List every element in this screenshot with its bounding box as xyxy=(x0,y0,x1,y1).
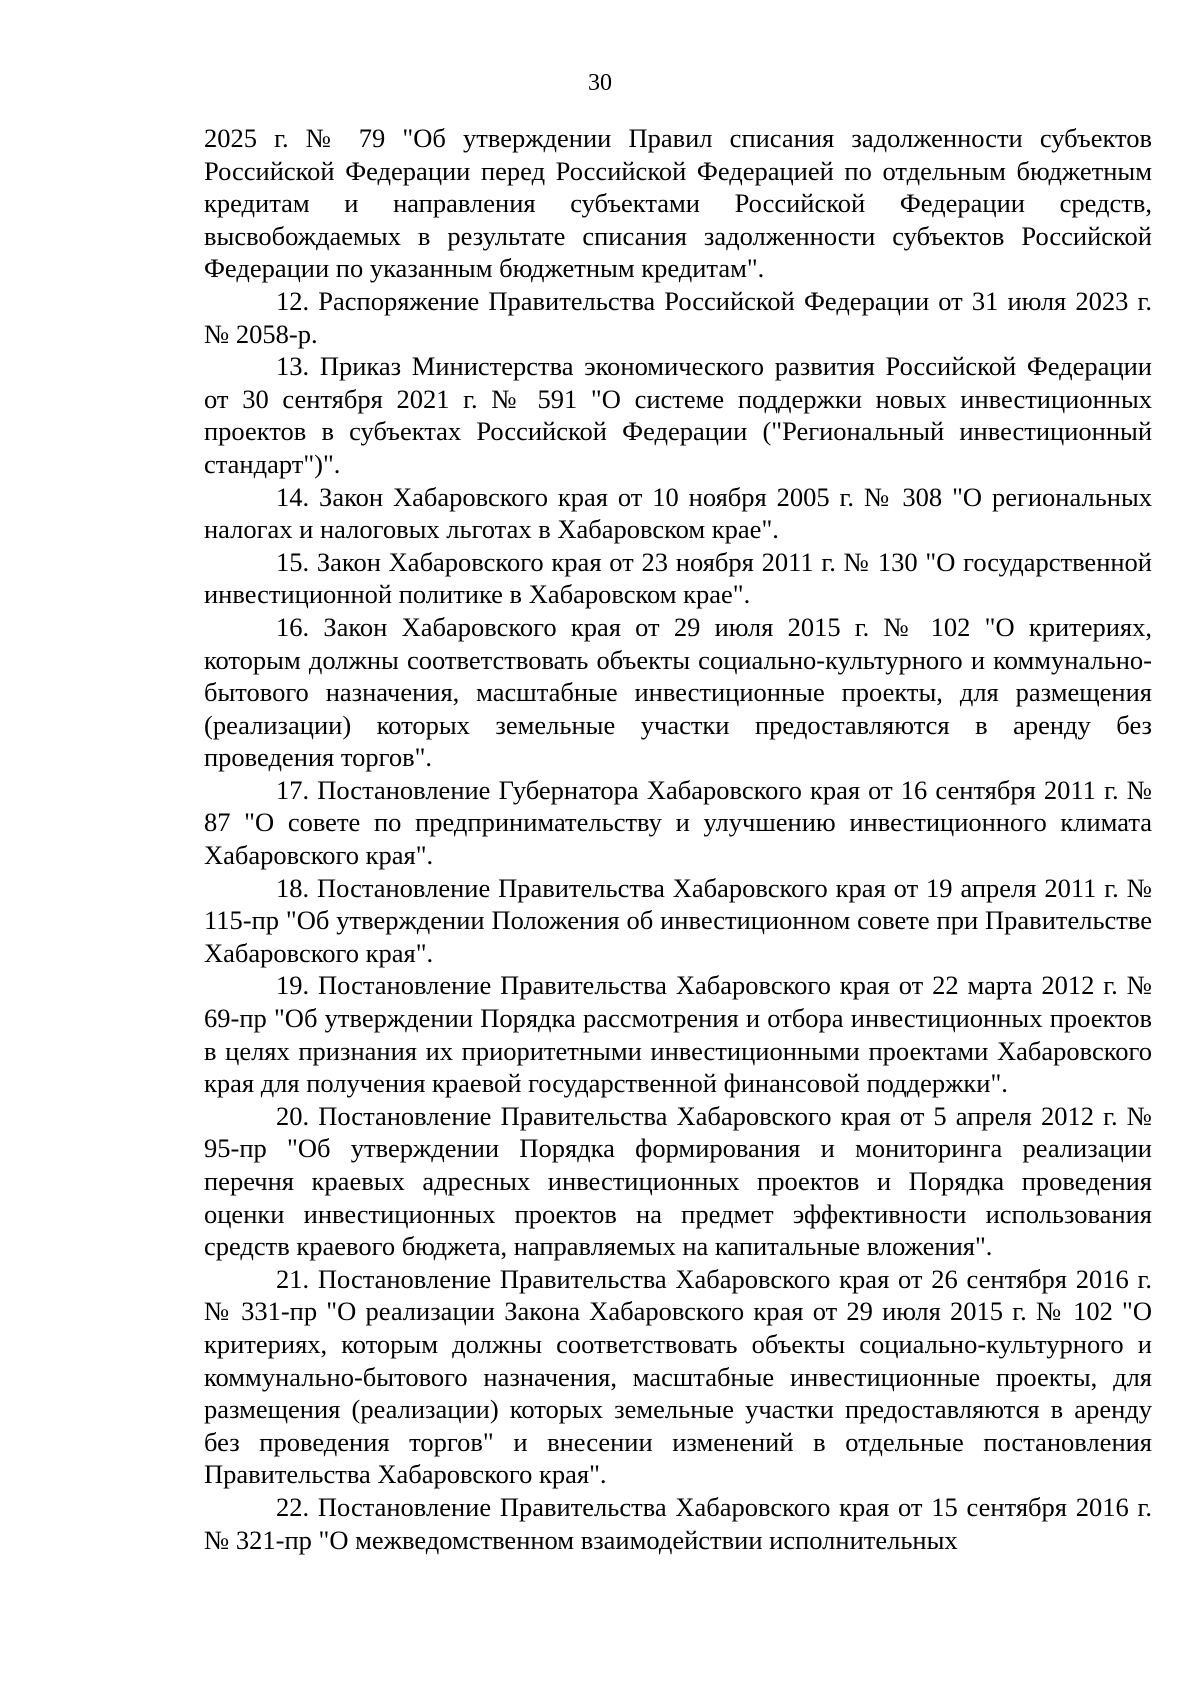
list-item-15: 15. Закон Хабаровского края от 23 ноября 2011 г. № 130 "О государственной инвестиционной политике в Хабаровском крае". xyxy=(204,546,1152,610)
page-number: 30 xyxy=(588,70,612,96)
list-item-17: 17. Постановление Губернатора Хабаровского края от 16 сентября 2011 г. № 87 "О совете по предпринимательству и улучшению инвестиционного климата Хабаровского края". xyxy=(204,774,1152,871)
list-item-14: 14. Закон Хабаровского края от 10 ноября 2005 г. № 308 "О региональных налогах и налоговых льготах в Хабаровском крае". xyxy=(204,481,1152,545)
document-body xyxy=(204,122,1152,1556)
paragraph-continuation: 2025 г. № 79 "Об утверждении Правил списания задолженности субъектов Российской Федерации перед Российской Федерацией по отдельным бюджетным кредитам и направления субъектами Российской Федерации средств, высвобождаемых в результате списания задолженности субъектов Российской Федерации по указанным бюджетным кредитам". xyxy=(204,123,1152,284)
list-item-16: 16. Закон Хабаровского края от 29 июля 2015 г. № 102 "О критериях, которым должны соответствовать объекты социально-культурного и коммунально-бытового назначения, масштабные инвестиционные проекты, для размещения (реализации) которых земельные участки предоставляются в аренду без проведения торгов". xyxy=(204,611,1152,773)
list-item-18: 18. Постановление Правительства Хабаровского края от 19 апреля 2011 г. № 115-пр "Об утверждении Положения об инвестиционном совете при Правительстве Хабаровского края". xyxy=(204,872,1152,968)
list-item-12: 12. Распоряжение Правительства Российской Федерации от 31 июля 2023 г. № 2058-р. xyxy=(204,285,1152,349)
list-item-22: 22. Постановление Правительства Хабаровского края от 15 сентября 2016 г. № 321-пр "О межведомственном взаимодействии исполнительных xyxy=(204,1491,1152,1555)
list-item-13: 13. Приказ Министерства экономического развития Российской Федерации от 30 сентября 2021 г. № 591 "О системе поддержки новых инвестиционных проектов в субъектах Российской Федерации ("Региональный инвестиционный стандарт")". xyxy=(204,351,1152,479)
list-item-21: 21. Постановление Правительства Хабаровского края от 26 сентября 2016 г. № 331-пр "О реализации Закона Хабаровского края от 29 июля 2015 г. № 102 "О критериях, которым должны соответствовать объекты социально-культурного и коммунально-бытового назначения, масштабные инвестиционные проекты, для размещения (реализации) которых земельные участки предоставляются в аренду без проведения торгов" и внесении изменений в отдельные постановления Правительства Хабаровского края". xyxy=(204,1263,1152,1490)
list-item-19: 19. Постановление Правительства Хабаровского края от 22 марта 2012 г. № 69-пр "Об утверждении Порядка рассмотрения и отбора инвестиционных проектов в целях признания их приоритетными инвестиционными проектами Хабаровского края для получения краевой государственной финансовой поддержки". xyxy=(204,970,1152,1099)
list-item-20: 20. Постановление Правительства Хабаровского края от 5 апреля 2012 г. № 95-пр "Об утверждении Порядка формирования и мониторинга реализации перечня краевых адресных инвестиционных проектов и Порядка проведения оценки инвестиционных проектов на предмет эффективности использования средств краевого бюджета, направляемых на капитальные вложения". xyxy=(204,1100,1152,1262)
